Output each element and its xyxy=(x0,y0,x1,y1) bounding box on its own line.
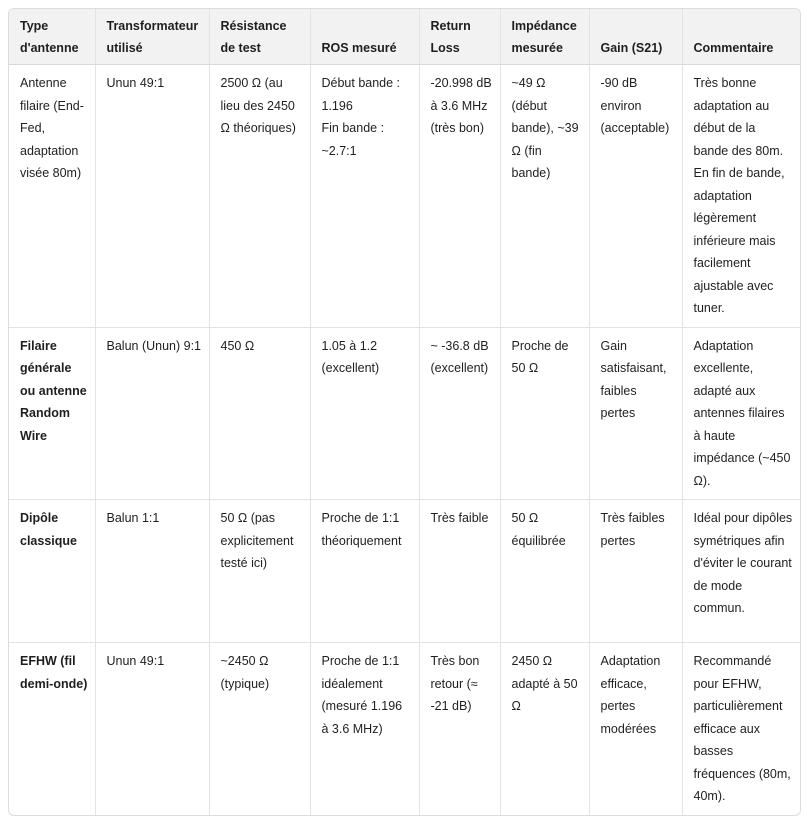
table-row xyxy=(9,643,800,815)
cell-transformer: Balun (Unun) 9:1 xyxy=(95,327,209,500)
cell-swr: Proche de 1:1 théoriquement xyxy=(310,500,419,643)
cell-transformer: Balun 1:1 xyxy=(95,500,209,643)
cell-impedance: Proche de 50 Ω xyxy=(500,327,589,500)
antenna-comparison-table xyxy=(9,9,800,815)
cell-return-loss: -20.998 dB à 3.6 MHz (très bon) xyxy=(419,65,500,328)
table-row xyxy=(9,500,800,643)
cell-comment: Recommandé pour EFHW, particulièrement efficace aux basses fréquences (80m, 40m). xyxy=(693,654,791,803)
cell-test-resistance: ~2450 Ω (typique) xyxy=(209,643,310,815)
header-row xyxy=(9,9,800,65)
table-header xyxy=(9,9,800,65)
cell-return-loss: Très faible xyxy=(419,500,500,643)
cell-test-resistance: 50 Ω (pas explicitement testé ici) xyxy=(209,500,310,643)
cell-test-resistance: 450 Ω xyxy=(209,327,310,500)
table-row xyxy=(9,327,800,500)
cell-gain: -90 dB environ (acceptable) xyxy=(589,65,682,328)
header-impedance: Impédance mesurée xyxy=(500,9,589,65)
header-gain: Gain (S21) xyxy=(589,9,682,65)
header-return-loss: Return Loss xyxy=(419,9,500,65)
cell-return-loss: ~ -36.8 dB (excellent) xyxy=(419,327,500,500)
cell-return-loss: Très bon retour (≈ -21 dB) xyxy=(419,643,500,815)
cell-impedance: ~49 Ω (début bande), ~39 Ω (fin bande) xyxy=(500,65,589,328)
cell-transformer: Unun 49:1 xyxy=(95,643,209,815)
cell-impedance: 50 Ω équilibrée xyxy=(500,500,589,643)
cell-antenna-type: Dipôle classique xyxy=(9,500,95,643)
cell-gain: Adaptation efficace, pertes modérées xyxy=(589,643,682,815)
cell-comment: Adaptation excellente, adapté aux antennes filaires à haute impédance (~450 Ω). xyxy=(682,327,800,500)
cell-swr: 1.05 à 1.2 (excellent) xyxy=(310,327,419,500)
table-body xyxy=(9,65,800,815)
cell-antenna-type: Antenne filaire (End-Fed, adaptation visée 80m) xyxy=(9,65,95,328)
cell-swr xyxy=(310,65,419,328)
cell-transformer: Unun 49:1 xyxy=(95,65,209,328)
cell-comment: Idéal pour dipôles symétriques afin d'éviter le courant de mode commun. xyxy=(682,500,800,643)
header-transformer: Transformateur utilisé xyxy=(95,9,209,65)
cell-gain: Gain satisfaisant, faibles pertes xyxy=(589,327,682,500)
cell-impedance: 2450 Ω adapté à 50 Ω xyxy=(500,643,589,815)
cell-swr: Proche de 1:1 idéalement (mesuré 1.196 à 3.6 MHz) xyxy=(310,643,419,815)
cell-test-resistance: 2500 Ω (au lieu des 2450 Ω théoriques) xyxy=(209,65,310,328)
cell-comment: Très bonne adaptation au début de la bande des 80m. En fin de bande, adaptation légèrement inférieure mais facilement ajustable avec tuner. xyxy=(682,65,800,328)
antenna-comparison-table-container xyxy=(8,8,801,816)
swr-band-start: Début bande : 1.196 xyxy=(321,76,401,113)
table-row xyxy=(9,65,800,328)
header-antenna-type: Type d'antenne xyxy=(9,9,95,65)
header-test-resistance: Résistance de test xyxy=(209,9,310,65)
cell-antenna-type: Filaire générale ou antenne Random Wire xyxy=(9,327,95,500)
header-comment: Commentaire xyxy=(682,9,800,65)
cell-antenna-type: EFHW (fil demi-onde) xyxy=(9,643,95,815)
swr-band-end: Fin bande : ~2.7:1 xyxy=(321,121,385,158)
header-swr: ROS mesuré xyxy=(310,9,419,65)
cell-gain: Très faibles pertes xyxy=(589,500,682,643)
